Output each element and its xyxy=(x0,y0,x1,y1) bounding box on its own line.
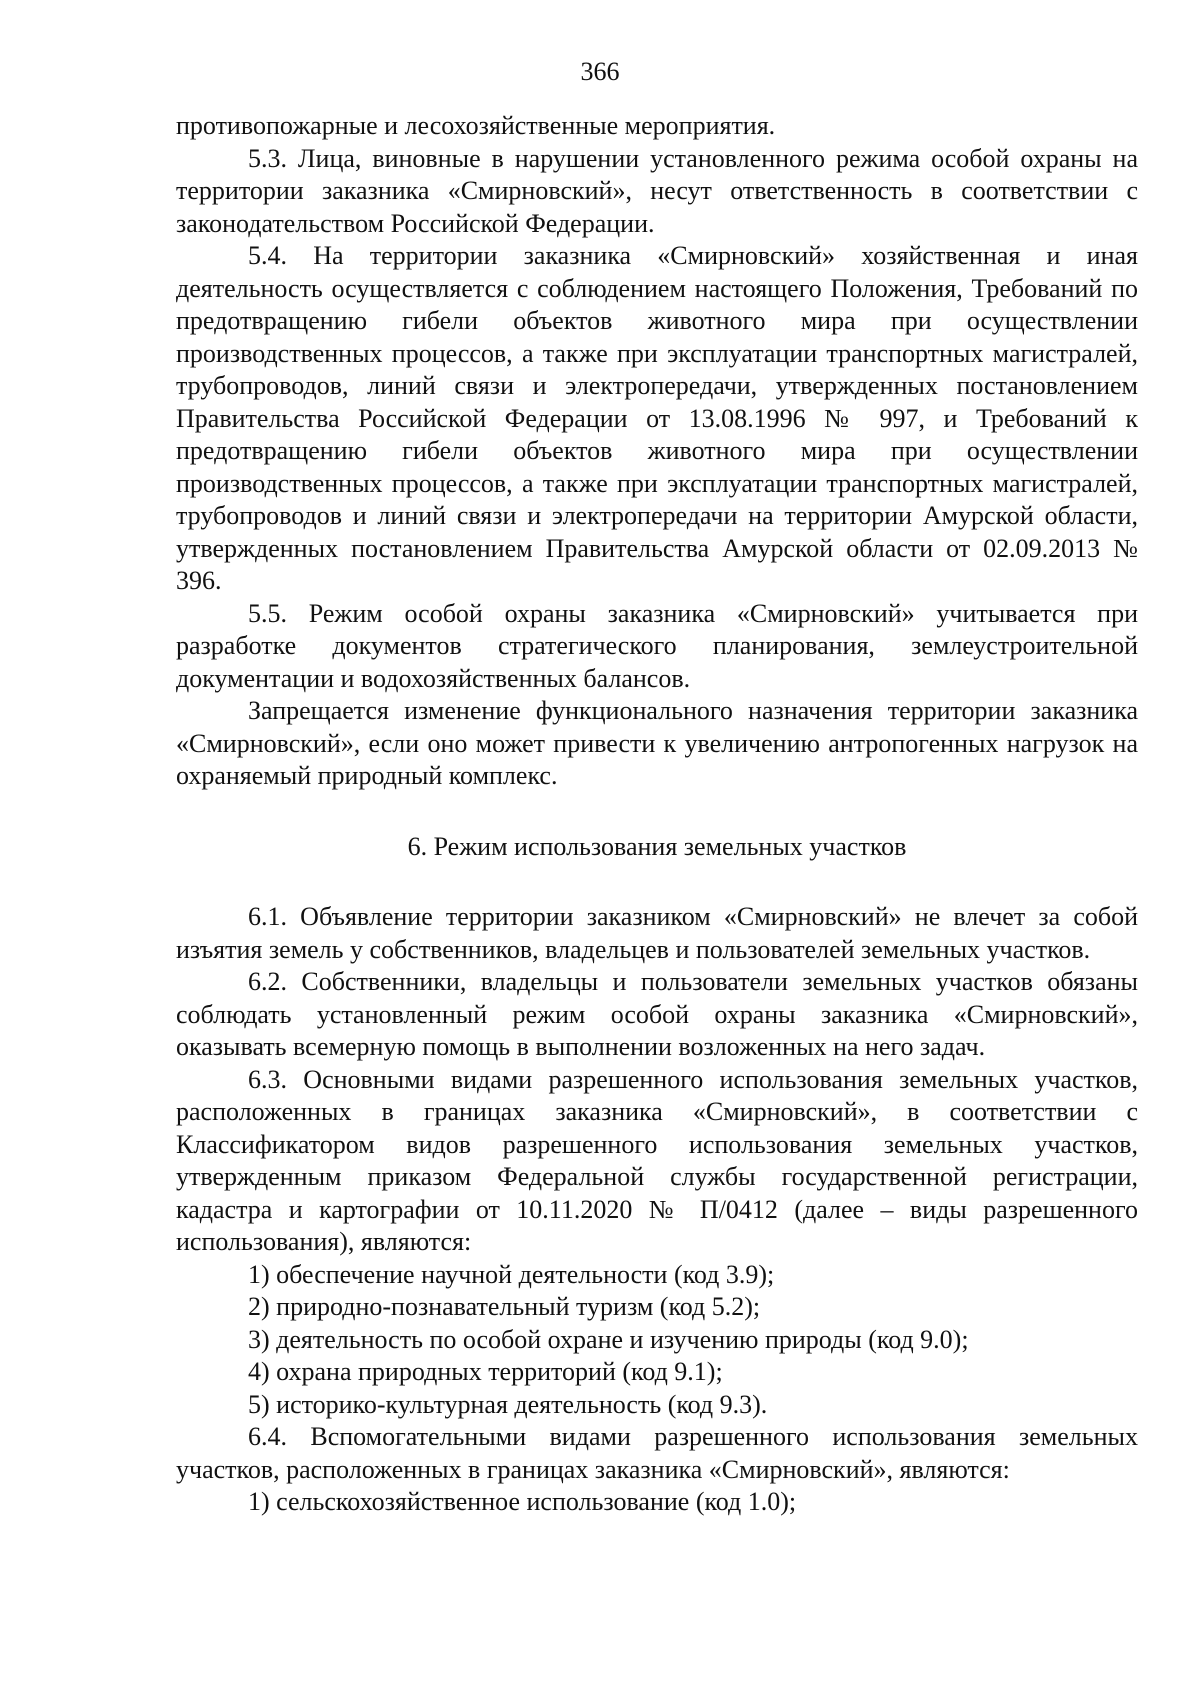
paragraph-prohibition: Запрещается изменение функционального назначения территории заказника «Смирновский», если оно может привести к увеличению антропогенных нагрузок на охраняемый природный комплекс. xyxy=(176,696,1138,790)
list-item-aux-use-1: 1) сельскохозяйственное использование (код 1.0); xyxy=(248,1487,797,1516)
list-item-main-use-4: 4) охрана природных территорий (код 9.1); xyxy=(248,1357,723,1386)
paragraph-6-1: 6.1. Объявление территории заказником «Смирновский» не влечет за собой изъятия земель у собственников, владельцев и пользователей земельных участков. xyxy=(176,902,1138,964)
paragraph-5-3: 5.3. Лица, виновные в нарушении установленного режима особой охраны на территории заказника «Смирновский», несут ответственность в соответствии с законодательством Российской Федерации. xyxy=(176,143,1138,238)
page-number: 366 xyxy=(580,57,620,86)
list-item-main-use-2: 2) природно-познавательный туризм (код 5.2); xyxy=(248,1292,761,1321)
paragraph-6-2: 6.2. Собственники, владельцы и пользователи земельных участков обязаны соблюдать установленный режим особой охраны заказника «Смирновский», оказывать всемерную помощь в выполнении возложенных на него задач. xyxy=(176,967,1138,1061)
paragraph-5-5: 5.5. Режим особой охраны заказника «Смирновский» учитывается при разработке документов стратегического планирования, землеустроительной документации и водохозяйственных балансов. xyxy=(176,598,1138,693)
paragraph-6-3: 6.3. Основными видами разрешенного использования земельных участков, расположенных в границах заказника «Смирновский», в соответствии с Классификатором видов разрешенного использования земельных участков, утвержденным приказом Федеральной службы государственной регистрации, кадастра и картографии от 10.11.2020 № П/0412 (далее – виды разрешенного использования), являются: xyxy=(176,1064,1138,1256)
paragraph-6-4: 6.4. Вспомогательными видами разрешенного использования земельных участков, расположенных в границах заказника «Смирновский», являются: xyxy=(176,1422,1138,1484)
document-body xyxy=(176,110,1138,1519)
list-item-main-use-3: 3) деятельность по особой охране и изучению природы (код 9.0); xyxy=(248,1324,969,1354)
paragraph-5-4: 5.4. На территории заказника «Смирновский» хозяйственная и иная деятельность осуществляется с соблюдением настоящего Положения, Требований по предотвращению гибели объектов животного мира при осуществлении производственных процессов, а также при эксплуатации транспортных магистралей, трубопроводов, линий связи и электропередачи, утвержденных постановлением Правительства Российской Федерации от 13.08.1996 № 997, и Требований к предотвращению гибели объектов животного мира при осуществлении производственных процессов, а также при эксплуатации транспортных магистралей, трубопроводов и линий связи и электропередачи на территории Амурской области, утвержденных постановлением Правительства Амурской области от 02.09.2013 № 396. xyxy=(176,241,1138,595)
paragraph-continuation: противопожарные и лесохозяйственные мероприятия. xyxy=(176,111,776,140)
section-heading-6: 6. Режим использования земельных участков xyxy=(407,831,907,861)
list-item-main-use-1: 1) обеспечение научной деятельности (код 3.9); xyxy=(248,1259,775,1289)
list-item-main-use-5: 5) историко-культурная деятельность (код 9.3). xyxy=(248,1389,768,1419)
